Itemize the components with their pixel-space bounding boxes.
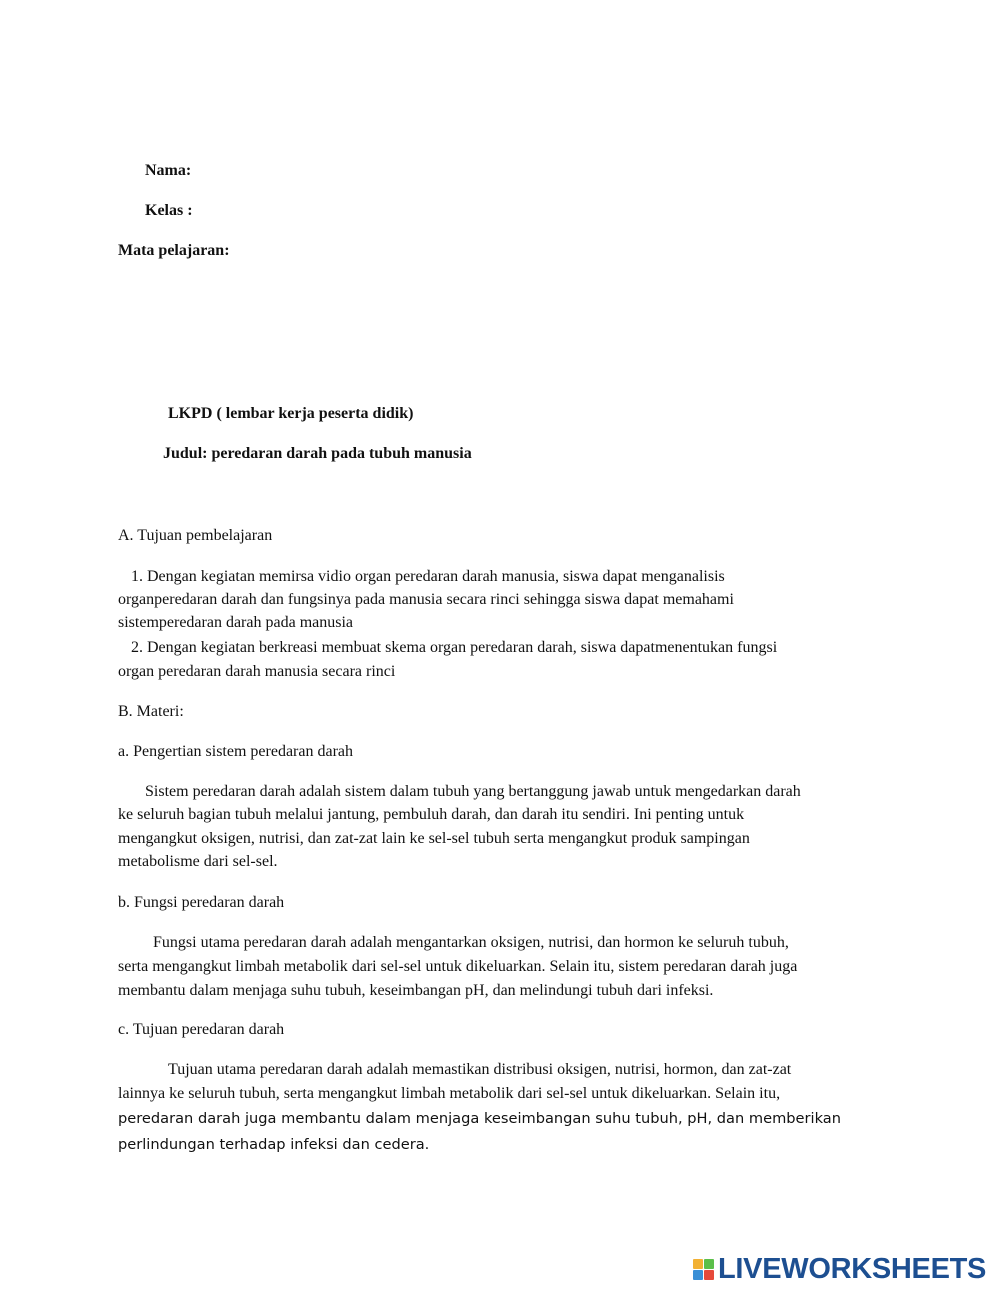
paragraph-line: ke seluruh bagian tubuh melalui jantung, pembuluh darah, dan darah itu sendiri. Ini penting untuk [118,806,745,823]
objective-line: organperedaran darah dan fungsinya pada manusia secara rinci sehingga siswa dapat memahami [118,591,734,608]
paragraph-line: serta mengangkut limbah metabolik dari sel-sel untuk dikeluarkan. Selain itu, sistem peredaran darah juga [118,958,798,975]
objective-line: sistemperedaran darah pada manusia [118,614,354,631]
section-a-heading: A. Tujuan pembelajaran [118,527,273,544]
liveworksheets-logo [693,1254,986,1284]
paragraph-line: membantu dalam menjaga suhu tubuh, keseimbangan pH, dan melindungi tubuh dari infeksi. [118,982,714,999]
brand-square [704,1259,714,1269]
subsection-b-heading: b. Fungsi peredaran darah [118,894,285,911]
brand-square [693,1259,703,1269]
brand-square [693,1270,703,1280]
brand-name: LIVEWORKSHEETS [718,1253,987,1285]
brand-square [704,1270,714,1280]
paragraph-line: Tujuan utama peredaran darah adalah memastikan distribusi oksigen, nutrisi, hormon, dan zat-zat [168,1061,792,1078]
paragraph-line: perlindungan terhadap infeksi dan cedera. [118,1136,430,1153]
subject-label: Mata pelajaran: [118,242,230,259]
paragraph-line: mengangkut oksigen, nutrisi, dan zat-zat lain ke sel-sel tubuh serta mengangkut produk sampingan [118,830,750,847]
subsection-a-heading: a. Pengertian sistem peredaran darah [118,743,354,760]
objective-line: organ peredaran darah manusia secara rinci [118,663,396,680]
worksheet-topic: Judul: peredaran darah pada tubuh manusia [163,445,472,462]
section-b-heading: B. Materi: [118,703,184,720]
subsection-c-heading: c. Tujuan peredaran darah [118,1021,285,1038]
paragraph-line: Fungsi utama peredaran darah adalah mengantarkan oksigen, nutrisi, dan hormon ke seluruh tubuh, [153,934,789,951]
name-label: Nama: [145,162,192,179]
paragraph-line: Sistem peredaran darah adalah sistem dalam tubuh yang bertanggung jawab untuk mengedarkan darah [145,783,801,800]
paragraph-line: metabolisme dari sel-sel. [118,853,278,870]
worksheet-title: LKPD ( lembar kerja peserta didik) [168,405,414,422]
paragraph-line: lainnya ke seluruh tubuh, serta mengangkut limbah metabolik dari sel-sel untuk dikeluarkan. Selain itu, [118,1085,781,1102]
objective-line: 2. Dengan kegiatan berkreasi membuat skema organ peredaran darah, siswa dapatmenentukan fungsi [131,639,778,656]
brand-mark-icon [693,1259,714,1280]
class-label: Kelas : [145,202,193,219]
objective-line: 1. Dengan kegiatan memirsa vidio organ peredaran darah manusia, siswa dapat menganalisis [131,568,725,585]
paragraph-line: peredaran darah juga membantu dalam menjaga keseimbangan suhu tubuh, pH, dan memberikan [118,1110,841,1127]
